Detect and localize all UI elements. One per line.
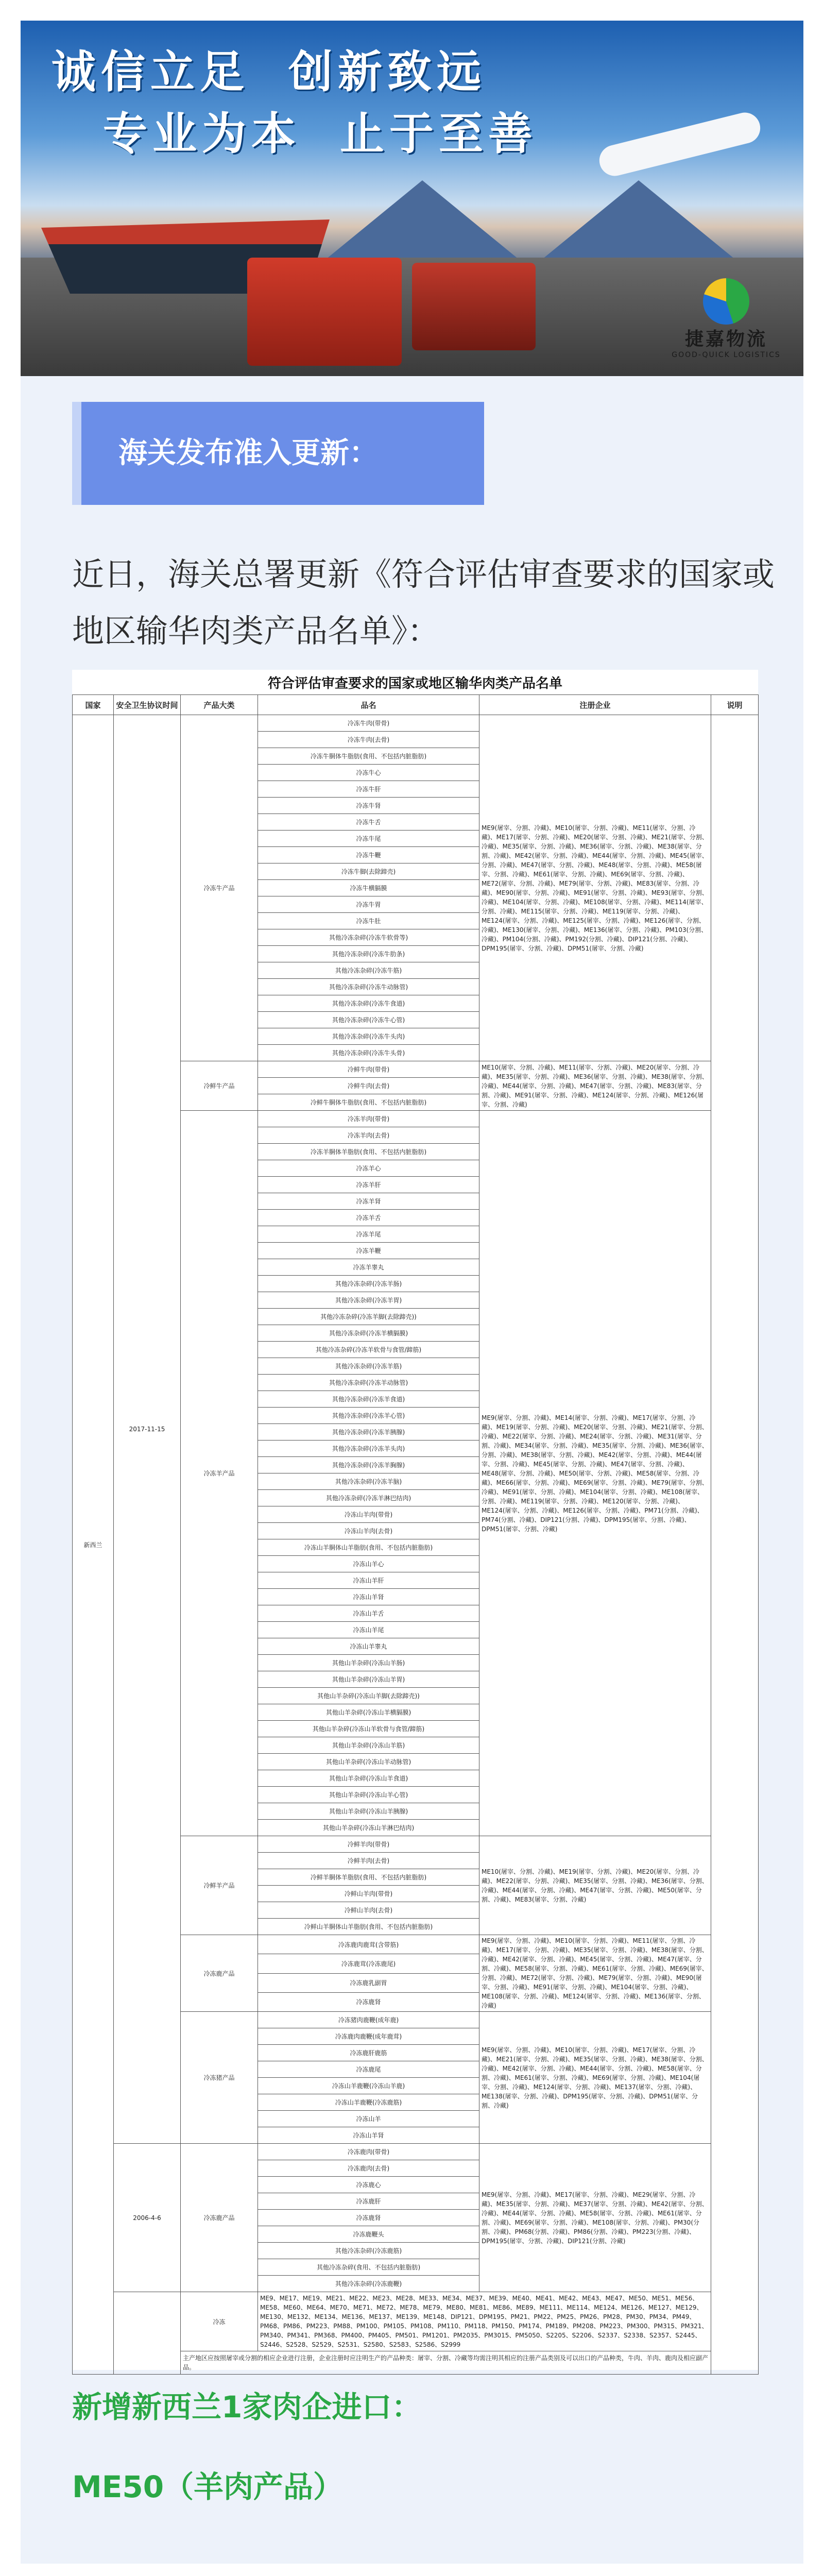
table-header: 国家 [73,695,114,715]
product-name-cell: 其他冷冻杂碎(冷冻鹿筋) [258,2243,479,2259]
product-name-cell: 冷冻山羊舌 [258,1605,479,1622]
product-name-cell: 冷冻羊肝 [258,1177,479,1193]
tag-accent-bar [72,402,81,505]
document-image [72,670,758,2370]
table-header: 说明 [711,695,759,715]
section-tag-label: 海关发布准入更新： [118,436,378,470]
product-name-cell: 冷冻鹿茸(冷冻鹿尾) [258,1954,479,1973]
airplane-icon [596,109,763,179]
product-name-cell: 其他冷冻杂碎(冷冻羊脚(去除蹄壳)) [258,1309,479,1325]
product-name-cell: 冷冻山羊肝 [258,1572,479,1589]
product-name-cell: 冷冻牛肉(去骨) [258,732,479,748]
table-header: 品名 [258,695,479,715]
slogan-line: 专业为本 [103,108,301,160]
product-name-cell: 其他冷冻杂碎(冷冻牛头肉) [258,1028,479,1045]
product-name-cell: 其他冷冻杂碎(冷冻羊软骨与食管/蹄筋) [258,1342,479,1358]
product-name-cell: 其他冷冻杂碎(冷冻羊脑) [258,1473,479,1490]
product-name-cell: 其他冷冻杂碎(食用、不包括内脏脂肪) [258,2259,479,2276]
enterprise-cell: ME9(屠宰、分割、冷藏)、ME10(屠宰、分割、冷藏)、ME17(屠宰、分割、冷藏)、ME21(屠宰、分割、冷藏)、ME35(屠宰、分割、冷藏)、ME38(屠宰、分割、冷藏)、ME42(屠宰、分割、冷藏)、ME44(屠宰、分割、冷藏)、ME58(屠宰、分割、冷藏)、ME61(屠宰、分割、冷藏)、ME69(屠宰、分割、冷藏)、ME104(屠宰、分割、冷藏)、ME124(屠宰、分割、冷藏)、ME137(屠宰、分割、冷藏)、ME138(屠宰、分割、冷藏)、DPM195(屠宰、分割、冷藏)、DPM51(屠宰、分割、冷藏) [479,2012,711,2144]
product-table [72,694,759,2375]
category-cell: 冷冻 [181,2292,258,2351]
date-cell: 2006-4-6 [114,2144,181,2292]
product-name-cell: 冷冻羊心 [258,1160,479,1177]
product-name-cell: 冷冻牛胴体牛脂肪(食用、不包括内脏脂肪) [258,748,479,765]
product-name-cell: 其他冷冻杂碎(冷冻羊头肉) [258,1440,479,1457]
category-cell: 冷冻鹿产品 [181,1935,258,2012]
logo-mark-icon [703,278,749,325]
product-name-cell: 其他山羊杂碎(冷冻山羊动脉管) [258,1754,479,1770]
product-name-cell: 其他山羊杂碎(冷冻山羊食道) [258,1770,479,1787]
product-name-cell: 冷冻牛肝 [258,781,479,798]
footnote-cell: 主产地区应按照屠宰或分割的相应企业进行注册，企业注册时应注明生产的产品种类：屠宰、分割、冷藏等均需注明其相应的注册产品类别及可以出口的产品种类，牛肉、羊肉、鹿肉及相应副产品。 [181,2351,711,2375]
enterprise-list-cell: ME9、ME17、ME19、ME21、ME22、ME23、ME28、ME33、ME34、ME37、ME39、ME40、ME41、ME42、ME43、ME47、ME50、ME51、ME56、ME58、ME60、ME64、ME70、ME71、ME72、ME78、ME79、ME80、ME81、ME86、ME89、ME111、ME114、ME124、ME126、ME127、ME129、ME130、ME132、ME134、ME136、ME137、ME139、ME148、DIP121、DPM195、PM21、PM22、PM25、PM26、PM28、PM30、PM34、PM49、PM68、PM86、PM223、PM88、PM100、PM105、PM108、PM110、PM118、PM150、PM174、PM189、PM208、PM223、PM300、PM315、PM321、PM340、PM341、PM368、PM400、PM405、PM501、PM1201、PM2035、PM3015、PM5050、S2205、S2206、S2337、S2338、S2357、S2445、S2446、S2528、S2529、S2531、S2580、S2583、S2586、S2999 [258,2292,711,2351]
product-name-cell: 冷鲜羊胴体羊脂肪(食用、不包括内脏脂肪) [258,1869,479,1886]
truck-icon [412,263,536,350]
product-name-cell: 其他冷冻杂碎(冷冻羊肠) [258,1276,479,1292]
product-name-cell: 其他冷冻杂碎(冷冻牛头骨) [258,1045,479,1061]
enterprise-cell: ME9(屠宰、分割、冷藏)、ME14(屠宰、分割、冷藏)、ME17(屠宰、分割、冷藏)、ME19(屠宰、分割、冷藏)、ME20(屠宰、分割、冷藏)、ME21(屠宰、分割、冷藏)、ME22(屠宰、分割、冷藏)、ME24(屠宰、分割、冷藏)、ME31(屠宰、分割、冷藏)、ME34(屠宰、分割、冷藏)、ME35(屠宰、分割、冷藏)、ME36(屠宰、分割、冷藏)、ME38(屠宰、分割、冷藏)、ME42(屠宰、分割、冷藏)、ME44(屠宰、分割、冷藏)、ME45(屠宰、分割、冷藏)、ME47(屠宰、分割、冷藏)、ME48(屠宰、分割、冷藏)、ME50(屠宰、分割、冷藏)、ME58(屠宰、分割、冷藏)、ME66(屠宰、分割、冷藏)、ME69(屠宰、分割、冷藏)、ME79(屠宰、分割、冷藏)、ME91(屠宰、分割、冷藏)、ME104(屠宰、分割、冷藏)、ME108(屠宰、分割、冷藏)、ME119(屠宰、分割、冷藏)、ME120(屠宰、分割、冷藏)、ME124(屠宰、分割、冷藏)、ME126(屠宰、分割、冷藏)、PM71(分割、冷藏)、PM74(分割、冷藏)、DIP121(分割、冷藏)、DPM195(屠宰、分割、冷藏)、DPM51(屠宰、分割、冷藏) [479,1111,711,1836]
slogan-line: 创新致远 [288,46,486,98]
product-name-cell: 冷冻鹿肾 [258,2210,479,2226]
logo-text-en: GOOD-QUICK LOGISTICS [672,351,781,359]
product-name-cell: 冷冻牛肾 [258,798,479,814]
product-name-cell: 冷冻山羊肉(去骨) [258,1523,479,1539]
category-cell: 冷冻牛产品 [181,715,258,1061]
product-name-cell: 冷冻山羊肾 [258,2127,479,2144]
enterprise-cell: ME9(屠宰、分割、冷藏)、ME17(屠宰、分割、冷藏)、ME29(屠宰、分割、冷藏)、ME35(屠宰、分割、冷藏)、ME37(屠宰、分割、冷藏)、ME42(屠宰、分割、冷藏)、ME44(屠宰、分割、冷藏)、ME58(屠宰、分割、冷藏)、ME61(屠宰、分割、冷藏)、ME69(屠宰、分割、冷藏)、ME108(屠宰、分割、冷藏)、PM30(分割、冷藏)、PM68(分割、冷藏)、PM86(分割、冷藏)、PM223(分割、冷藏)、DPM195(屠宰、分割、冷藏)、DIP121(分割、冷藏) [479,2144,711,2292]
product-name-cell: 冷鲜山羊胴体山羊脂肪(食用、不包括内脏脂肪) [258,1919,479,1935]
product-name-cell: 其他山羊杂碎(冷冻山羊脚(去除蹄壳)) [258,1688,479,1704]
table-header: 注册企业 [479,695,711,715]
product-name-cell: 其他冷冻杂碎(冷冻羊胰腺) [258,1424,479,1440]
enterprise-cell: ME10(屠宰、分割、冷藏)、ME19(屠宰、分割、冷藏)、ME20(屠宰、分割、冷藏)、ME22(屠宰、分割、冷藏)、ME35(屠宰、分割、冷藏)、ME36(屠宰、分割、冷藏)、ME44(屠宰、分割、冷藏)、ME47(屠宰、分割、冷藏)、ME50(屠宰、分割、冷藏)、ME83(屠宰、分割、冷藏) [479,1836,711,1935]
document-title: 符合评估审查要求的国家或地区输华肉类产品名单 [267,676,562,691]
product-name-cell: 冷冻山羊鹿鞭(冷冻鹿筋) [258,2094,479,2111]
product-name-cell: 冷冻羊尾 [258,1226,479,1243]
product-name-cell: 冷冻羊肾 [258,1193,479,1210]
product-name-cell: 冷冻山羊尾 [258,1622,479,1638]
enterprise-cell: ME9(屠宰、分割、冷藏)、ME10(屠宰、分割、冷藏)、ME11(屠宰、分割、冷藏)、ME17(屠宰、分割、冷藏)、ME20(屠宰、分割、冷藏)、ME21(屠宰、分割、冷藏)、ME35(屠宰、分割、冷藏)、ME36(屠宰、分割、冷藏)、ME38(屠宰、分割、冷藏)、ME42(屠宰、分割、冷藏)、ME44(屠宰、分割、冷藏)、ME45(屠宰、分割、冷藏)、ME47(屠宰、分割、冷藏)、ME48(屠宰、分割、冷藏)、ME58(屠宰、分割、冷藏)、ME61(屠宰、分割、冷藏)、ME69(屠宰、分割、冷藏)、ME72(屠宰、分割、冷藏)、ME79(屠宰、分割、冷藏)、ME83(屠宰、分割、冷藏)、ME90(屠宰、分割、冷藏)、ME91(屠宰、分割、冷藏)、ME93(屠宰、分割、冷藏)、ME104(屠宰、分割、冷藏)、ME108(屠宰、分割、冷藏)、ME114(屠宰、分割、冷藏)、ME115(屠宰、分割、冷藏)、ME119(屠宰、分割、冷藏)、ME124(屠宰、分割、冷藏)、ME125(屠宰、分割、冷藏)、ME126(屠宰、分割、冷藏)、ME130(屠宰、分割、冷藏)、ME136(屠宰、分割、冷藏)、PM103(分割、冷藏)、PM104(分割、冷藏)、PM192(分割、冷藏)、DIP121(分割、冷藏)、DPM195(屠宰、分割、冷藏)、DPM51(屠宰、分割、冷藏) [479,715,711,1061]
slogan-line: 止于至善 [340,108,538,160]
product-name-cell: 其他冷冻杂碎(冷冻牛动脉管) [258,979,479,995]
product-name-cell: 其他冷冻杂碎(冷冻羊淋巴结肉) [258,1490,479,1506]
product-name-cell: 冷冻山羊肾 [258,1589,479,1605]
note-cell [711,715,759,2375]
product-name-cell: 冷冻鹿肾 [258,1992,479,2011]
product-name-cell: 冷冻牛心 [258,765,479,781]
product-name-cell: 冷冻牛横膈膜 [258,880,479,896]
product-name-cell: 其他冷冻杂碎(冷冻羊胸腺) [258,1457,479,1473]
product-name-cell: 其他山羊杂碎(冷冻山羊肠) [258,1655,479,1671]
product-name-cell: 冷冻牛脚(去除蹄壳) [258,863,479,880]
product-name-cell: 冷鲜羊肉(带骨) [258,1836,479,1853]
product-name-cell: 其他冷冻杂碎(冷冻羊横膈膜) [258,1325,479,1342]
table-row [73,2144,759,2160]
category-cell: 冷鲜牛产品 [181,1061,258,1111]
product-name-cell: 其他冷冻杂碎(冷冻牛软骨等) [258,929,479,946]
date-cell: 2017-11-15 [114,715,181,2144]
product-name-cell: 冷冻鹿乳副胃 [258,1973,479,1992]
product-name-cell: 其他冷冻杂碎(冷冻羊动脉管) [258,1375,479,1391]
product-name-cell: 其他冷冻杂碎(冷冻牛筋) [258,962,479,979]
product-name-cell: 其他冷冻杂碎(冷冻羊心管) [258,1408,479,1424]
product-name-cell: 冷冻牛舌 [258,814,479,831]
product-name-cell: 冷冻羊肉(去骨) [258,1127,479,1144]
product-name-cell: 冷鲜山羊肉(带骨) [258,1886,479,1902]
product-name-cell: 其他冷冻杂碎(冷冻牛食道) [258,995,479,1012]
table-header: 安全卫生协议时间 [114,695,181,715]
product-name-cell: 冷冻牛肚 [258,913,479,929]
category-cell: 冷冻猪产品 [181,2012,258,2144]
enterprise-cell: ME10(屠宰、分割、冷藏)、ME11(屠宰、分割、冷藏)、ME20(屠宰、分割、冷藏)、ME35(屠宰、分割、冷藏)、ME36(屠宰、分割、冷藏)、ME38(屠宰、分割、冷藏)、ME44(屠宰、分割、冷藏)、ME47(屠宰、分割、冷藏)、ME83(屠宰、分割、冷藏)、ME91(屠宰、分割、冷藏)、ME124(屠宰、分割、冷藏)、ME126(屠宰、分割、冷藏) [479,1061,711,1111]
date-cell [114,2292,181,2375]
product-name-cell: 冷冻鹿鞭头 [258,2226,479,2243]
product-name-cell: 冷鲜牛胴体牛脂肪(食用、不包括内脏脂肪) [258,1094,479,1111]
product-name-cell: 冷鲜羊肉(去骨) [258,1853,479,1869]
product-name-cell: 冷冻山羊鹿鞭(冷冻山羊鹿) [258,2078,479,2094]
banner-logo [664,278,788,359]
logo-text-cn: 捷嘉物流 [684,329,767,350]
product-name-cell: 冷冻牛肉(带骨) [258,715,479,732]
product-name-cell: 其他山羊杂碎(冷冻山羊胃) [258,1671,479,1688]
category-cell: 冷冻羊产品 [181,1111,258,1836]
product-name-cell: 其他冷冻杂碎(冷冻羊胃) [258,1292,479,1309]
product-name-cell: 冷冻羊舌 [258,1210,479,1226]
product-name-cell: 其他山羊杂碎(冷冻山羊心管) [258,1787,479,1803]
product-name-cell: 其他山羊杂碎(冷冻山羊胰腺) [258,1803,479,1820]
product-name-cell: 冷鲜山羊肉(去骨) [258,1902,479,1919]
product-name-cell: 冷冻山羊胴体山羊脂肪(食用、不包括内脏脂肪) [258,1539,479,1556]
truck-icon [247,258,402,366]
product-name-cell: 冷鲜牛肉(去骨) [258,1078,479,1094]
table-row [73,715,759,732]
section-tag [72,402,484,505]
product-name-cell: 其他冷冻杂碎(冷冻羊食道) [258,1391,479,1408]
product-name-cell: 冷冻羊鞭 [258,1243,479,1259]
category-cell: 冷鲜羊产品 [181,1836,258,1935]
product-name-cell: 冷冻牛胃 [258,896,479,913]
country-cell: 新西兰 [73,715,114,2375]
product-name-cell: 其他冷冻杂碎(冷冻羊筋) [258,1358,479,1375]
product-name-cell: 冷冻羊胴体羊脂肪(食用、不包括内脏脂肪) [258,1144,479,1160]
product-name-cell: 其他山羊杂碎(冷冻山羊淋巴结肉) [258,1820,479,1836]
category-cell: 冷冻鹿产品 [181,2144,258,2292]
product-name-cell: 其他冷冻杂碎(冷冻牛肋条) [258,946,479,962]
product-name-cell: 冷冻山羊 [258,2111,479,2127]
enterprise-cell: ME9(屠宰、分割、冷藏)、ME10(屠宰、分割、冷藏)、ME11(屠宰、分割、冷藏)、ME17(屠宰、分割、冷藏)、ME35(屠宰、分割、冷藏)、ME38(屠宰、分割、冷藏)、ME42(屠宰、分割、冷藏)、ME45(屠宰、分割、冷藏)、ME47(屠宰、分割、冷藏)、ME58(屠宰、分割、冷藏)、ME61(屠宰、分割、冷藏)、ME69(屠宰、分割、冷藏)、ME72(屠宰、分割、冷藏)、ME79(屠宰、分割、冷藏)、ME90(屠宰、分割、冷藏)、ME91(屠宰、分割、冷藏)、ME104(屠宰、分割、冷藏)、ME108(屠宰、分割、冷藏)、ME124(屠宰、分割、冷藏)、ME136(屠宰、分割、冷藏) [479,1935,711,2012]
product-name-cell: 冷冻猪肉鹿鞭(成年鹿) [258,2012,479,2028]
product-name-cell: 冷冻鹿心 [258,2177,479,2193]
product-name-cell: 冷冻鹿肝鹿筋 [258,2045,479,2061]
table-header-row [73,695,759,715]
product-name-cell: 冷冻鹿肝 [258,2193,479,2210]
product-name-cell: 其他冷冻杂碎(冷冻鹿鞭) [258,2276,479,2292]
product-name-cell: 冷冻鹿肉鹿鞭(成年鹿茸) [258,2028,479,2045]
slogan-line: 诚信立足 [52,46,249,98]
product-name-cell: 其他冷冻杂碎(冷冻牛心管) [258,1012,479,1028]
intro-paragraph: 近日，海关总署更新《符合评估审查要求的国家或地区输华肉类产品名单》： [72,555,775,650]
table-row [73,2292,759,2351]
product-name-cell: 冷冻牛尾 [258,831,479,847]
product-name-cell: 冷冻山羊心 [258,1556,479,1572]
product-name-cell: 冷鲜牛肉(带骨) [258,1061,479,1078]
product-name-cell: 冷冻羊肉(带骨) [258,1111,479,1127]
product-name-cell: 冷冻牛鞭 [258,847,479,863]
product-name-cell: 冷冻山羊睾丸 [258,1638,479,1655]
product-name-cell: 其他山羊杂碎(冷冻山羊筋) [258,1737,479,1754]
product-name-cell: 冷冻鹿肉(去骨) [258,2160,479,2177]
new-enterprise-title: 新增新西兰1家肉企进口： [72,2389,422,2425]
product-name-cell: 其他山羊杂碎(冷冻山羊软骨与食管/蹄筋) [258,1721,479,1737]
table-header: 产品大类 [181,695,258,715]
product-name-cell: 其他山羊杂碎(冷冻山羊横膈膜) [258,1704,479,1721]
product-name-cell: 冷冻鹿肉(带骨) [258,2144,479,2160]
product-name-cell: 冷冻鹿肉鹿茸(含带筋) [258,1935,479,1954]
product-name-cell: 冷冻鹿尾 [258,2061,479,2078]
new-enterprise-item: ME50（羊肉产品） [72,2469,344,2504]
product-name-cell: 冷冻山羊肉(带骨) [258,1506,479,1523]
product-name-cell: 冷冻羊睾丸 [258,1259,479,1276]
